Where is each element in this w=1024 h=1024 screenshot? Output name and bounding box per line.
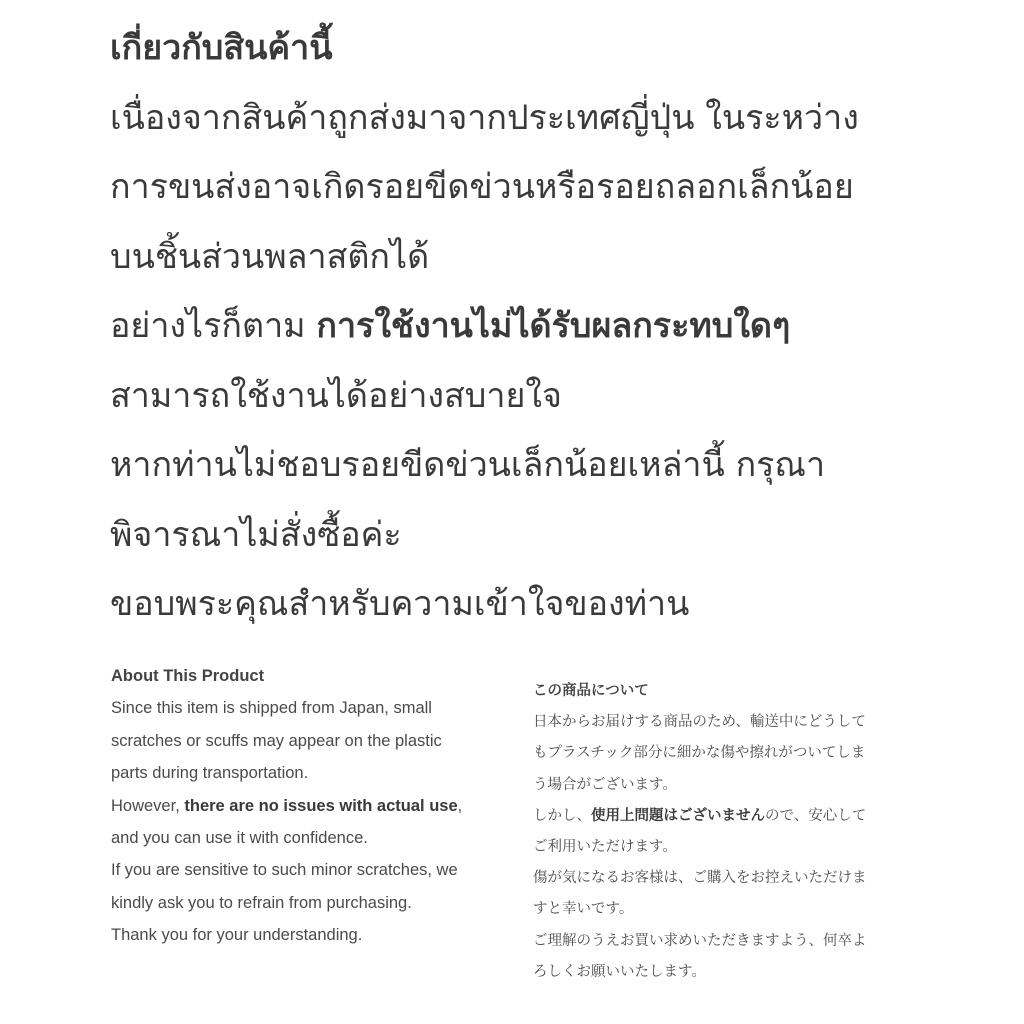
- thai-line-6: หากท่านไม่ชอบรอยขีดข่วนเล็กน้อยเหล่านี้ กรุณา: [110, 445, 826, 485]
- english-line-4-suffix: ,: [457, 796, 463, 815]
- english-line-2: scratches or scuffs may appear on the plastic: [111, 731, 442, 750]
- english-line-4-bold: there are no issues with actual use: [184, 796, 458, 815]
- english-title: About This Product: [111, 667, 265, 685]
- english-line-3: parts during transportation.: [111, 764, 309, 783]
- thai-line-4-bold: การใช้งานไม่ได้รับผลกระทบใดๆ: [316, 306, 791, 346]
- japanese-line-5: ご利用いただけます。: [533, 839, 677, 856]
- japanese-title: この商品について: [533, 683, 649, 699]
- english-line-6: If you are sensitive to such minor scratches, we: [111, 861, 458, 880]
- thai-line-8: ขอบพระคุณสำหรับความเข้าใจของท่าน: [110, 584, 690, 624]
- thai-line-3: บนชิ้นส่วนพลาสติกได้: [110, 236, 430, 277]
- thai-title: เกี่ยวกับสินค้านี้: [110, 28, 333, 68]
- english-line-5: and you can use it with confidence.: [111, 829, 368, 848]
- thai-notice: [110, 14, 990, 640]
- japanese-line-8: ご理解のうえお買い求めいただきますよう、何卒よ: [533, 932, 867, 949]
- japanese-line-2: もプラスチック部分に細かな傷や擦れがついてしま: [533, 745, 866, 762]
- thai-line-4-prefix: อย่างไรก็ตาม: [110, 306, 317, 346]
- japanese-line-1: 日本からお届けする商品のため、輸送中にどうして: [533, 714, 866, 731]
- thai-line-4: [110, 292, 990, 362]
- english-line-4-prefix: However,: [111, 796, 185, 815]
- thai-line-7: พิจารณาไม่สั่งซื้อค่ะ: [110, 514, 402, 555]
- english-notice: [111, 660, 511, 952]
- japanese-line-9: ろしくお願いいたします。: [533, 963, 706, 980]
- japanese-line-4: [533, 801, 933, 832]
- english-line-7: kindly ask you to refrain from purchasing.: [111, 893, 412, 912]
- japanese-line-4-suffix: ので、安心して: [765, 807, 867, 824]
- japanese-line-4-prefix: しかし、: [533, 807, 591, 824]
- thai-line-2: การขนส่งอาจเกิดรอยขีดข่วนหรือรอยถลอกเล็กน้อย: [110, 167, 854, 207]
- japanese-line-7: すと幸いです。: [533, 901, 634, 918]
- japanese-line-6: 傷が気になるお客様は、ご購入をお控えいただけま: [533, 870, 867, 887]
- english-line-4: [111, 790, 511, 822]
- english-line-8: Thank you for your understanding.: [111, 926, 363, 945]
- thai-line-1: เนื่องจากสินค้าถูกส่งมาจากประเทศญี่ปุ่น ในระหว่าง: [110, 97, 859, 138]
- japanese-line-3: う場合がございます。: [533, 776, 677, 793]
- japanese-line-4-bold: 使用上問題はございません: [591, 807, 765, 824]
- thai-line-5: สามารถใช้งานได้อย่างสบายใจ: [110, 375, 562, 416]
- english-line-1: Since this item is shipped from Japan, small: [111, 699, 432, 718]
- japanese-notice: [533, 676, 933, 988]
